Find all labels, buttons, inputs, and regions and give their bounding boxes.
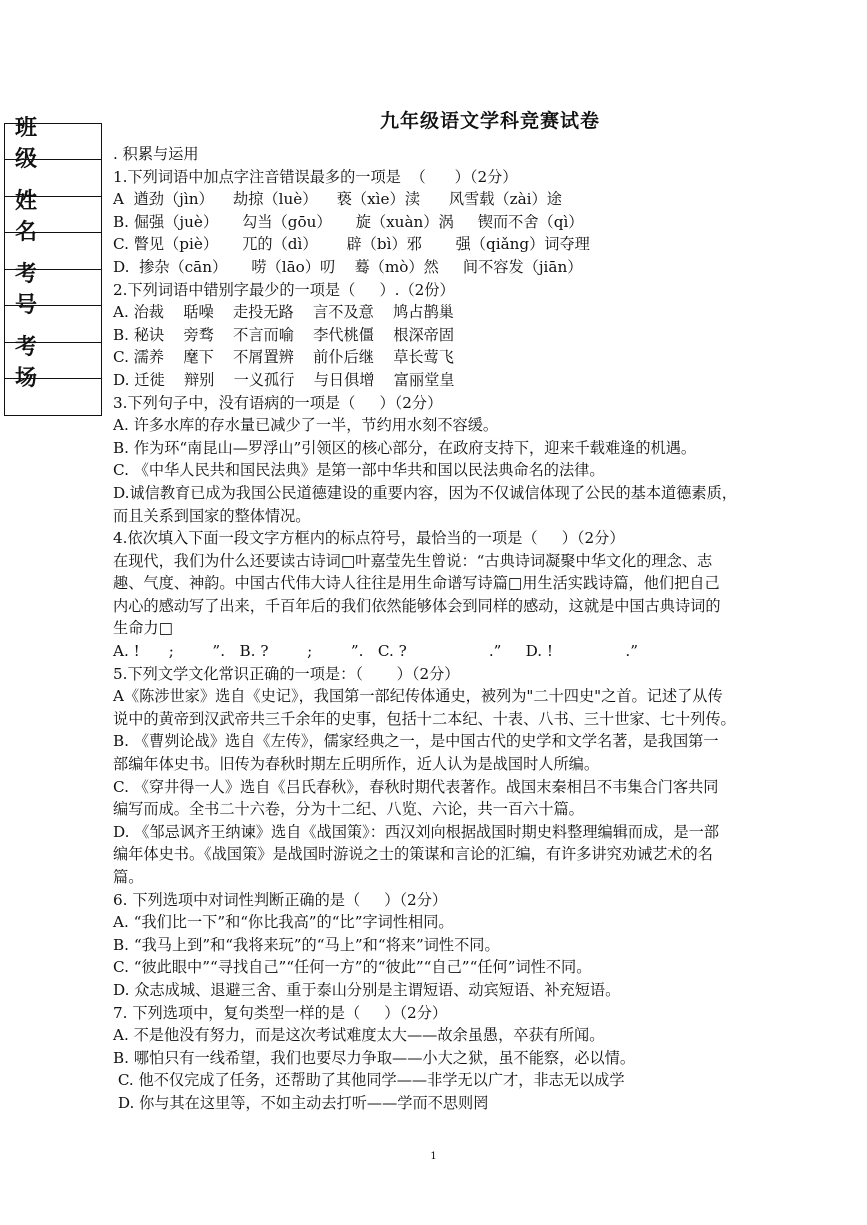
name-label: 姓 名 — [5, 197, 101, 233]
text-line: 而且关系到国家的整体情况。 — [113, 506, 311, 525]
text-line: 7. 下列选项中，复句类型一样的是（ ）（2分） — [113, 1003, 448, 1022]
text-line: A. ! ; ”. B. ? ; ”. C. ? .” D. ! .” — [113, 642, 638, 661]
text-line: D. 掺杂（cān） 唠（lāo）叨 蓦（mò）然 间不容发（jiān） — [113, 257, 583, 276]
text-line: C. 濡养 麾下 不屑置辨 前仆后继 草长莺飞 — [113, 348, 454, 367]
text-line: 编写而成。全书二十六卷，分为十二纪、八览、六论，共一百六十篇。 — [113, 800, 584, 819]
text-line: 在现代，我们为什么还要读古诗词□叶嘉莹先生曾说：“古典诗词凝聚中华文化的理念、志 — [113, 551, 713, 570]
text-line: A. 许多水库的存水量已减少了一半，节约用水刻不容缓。 — [113, 416, 499, 435]
page-number: 1 — [430, 1151, 437, 1162]
text-line: . 积累与运用 — [113, 145, 199, 163]
text-line: D. 你与其在这里等，不如主动去打听——学而不思则罔 — [113, 1093, 489, 1112]
exam-title: 九年级语文学科竞赛试卷 — [379, 110, 600, 132]
text-line: B. 倔强（juè） 勾当（gōu） 旋（xuàn）涡 锲而不舍（qì） — [113, 212, 584, 231]
text-line: 说中的黄帝到汉武帝共三千余年的史事，包括十二本纪、十表、八书、三十世家、七十列传。 — [113, 709, 736, 728]
text-line: A. “我们比一下”和“你比我高”的“比”字词性相同。 — [113, 913, 454, 932]
text-line: B. 《曹刿论战》选自《左传》，儒家经典之一，是中国古代的史学和文学名著，是我国第一 — [113, 732, 719, 751]
text-line: A. 治裁 聒噪 走投无路 言不及意 鸠占鹊巢 — [113, 303, 454, 322]
exam-room-label: 考 场 — [5, 343, 101, 379]
text-line: B. 作为环“南昆山—罗浮山”引领区的核心部分，在政府支持下，迎来千载难逢的机遇。 — [113, 438, 697, 457]
text-line: 2.下列词语中错别字最少的一项是（ ）.（2份） — [113, 280, 455, 299]
text-line: 生命力□ — [113, 619, 173, 638]
text-line: B. 秘诀 旁骛 不言而喻 李代桃僵 根深帝固 — [113, 325, 455, 344]
student-info-box — [4, 114, 102, 416]
text-line: 1.下列词语中加点字注音错误最多的一项是 （ ）（2分） — [113, 167, 518, 186]
text-line: C. “彼此眼中”“寻找自己”“任何一方”的“彼此”“自己”“任何”词性不同。 — [113, 958, 592, 977]
text-line: 6. 下列选项中对词性判断正确的是（ ）（2分） — [113, 890, 448, 909]
text-line: D.诚信教育已成为我国公民道德建设的重要内容，因为不仅诚信体现了公民的基本道德素质， — [113, 483, 737, 502]
text-line: D. 众志成城、退避三舍、重于泰山分别是主谓短语、动宾短语、补充短语。 — [113, 980, 621, 999]
text-line: 部编年体史书。旧传为春秋时期左丘明所作，近人认为是战国时人所编。 — [113, 755, 599, 774]
text-line: 4.依次填入下面一段文字方框内的标点符号，最恰当的一项是（ ）（2分） — [113, 529, 625, 548]
class-label: 班 级 — [5, 124, 101, 160]
text-line: A 遒劲（jìn） 劫掠（luè） 亵（xìe）渎 风雪载（zài）途 — [113, 190, 562, 209]
exam-number-label: 考 号 — [5, 270, 101, 306]
text-line: C. 《中华人民共和国民法典》是第一部中华共和国以民法典命名的法律。 — [113, 461, 605, 480]
text-line: D. 迁徙 辩别 一义孤行 与日俱增 富丽堂皇 — [113, 370, 455, 389]
text-line: 编年体史书。《战国策》是战国时游说之士的策谋和言论的汇编，有许多讲究劝诫艺术的名 — [113, 845, 713, 864]
text-line: D. 《邹忌讽齐王纳谏》选自《战国策》：西汉刘向根据战国时期史料整理编辑而成，是一部 — [113, 822, 720, 841]
text-line: 内心的感动写了出来，千百年后的我们依然能够体会到同样的感动，这就是中国古典诗词的 — [113, 596, 721, 615]
text-line: C. 《穿井得一人》选自《吕氏春秋》，春秋时期代表著作。战国末秦相吕不韦集合门客共同 — [113, 777, 719, 796]
text-line: 3.下列句子中，没有语病的一项是（ ）（2分） — [113, 393, 443, 412]
exam-content — [113, 143, 829, 1115]
text-line: 趣、气度、神韵。中国古代伟大诗人往往是用生命谱写诗篇□用生活实践诗篇，他们把自己 — [113, 574, 720, 593]
text-line: 篇。 — [113, 868, 144, 886]
text-line: A. 不是他没有努力，而是这次考试难度太大——故余虽愚，卒获有所闻。 — [113, 1026, 605, 1045]
text-line: 5.下列文学文化常识正确的一项是：（ ）（2分） — [113, 664, 460, 683]
text-line: B. 哪怕只有一线希望，我们也要尽力争取——小大之狱，虽不能察，必以情。 — [113, 1048, 636, 1067]
text-line: C. 瞥见（piè） 兀的（dì） 辟（bì）邪 强（qiǎng）词夺理 — [113, 235, 590, 254]
text-line: B. “我马上到”和“我将来玩”的“马上”和“将来”词性不同。 — [113, 935, 500, 954]
text-line: A《陈涉世家》选自《史记》，我国第一部纪传体通史，被列为"二十四史"之首。记述了从传 — [113, 687, 723, 706]
text-line: C. 他不仅完成了任务，还帮助了其他同学——非学无以广才，非志无以成学 — [113, 1071, 625, 1090]
